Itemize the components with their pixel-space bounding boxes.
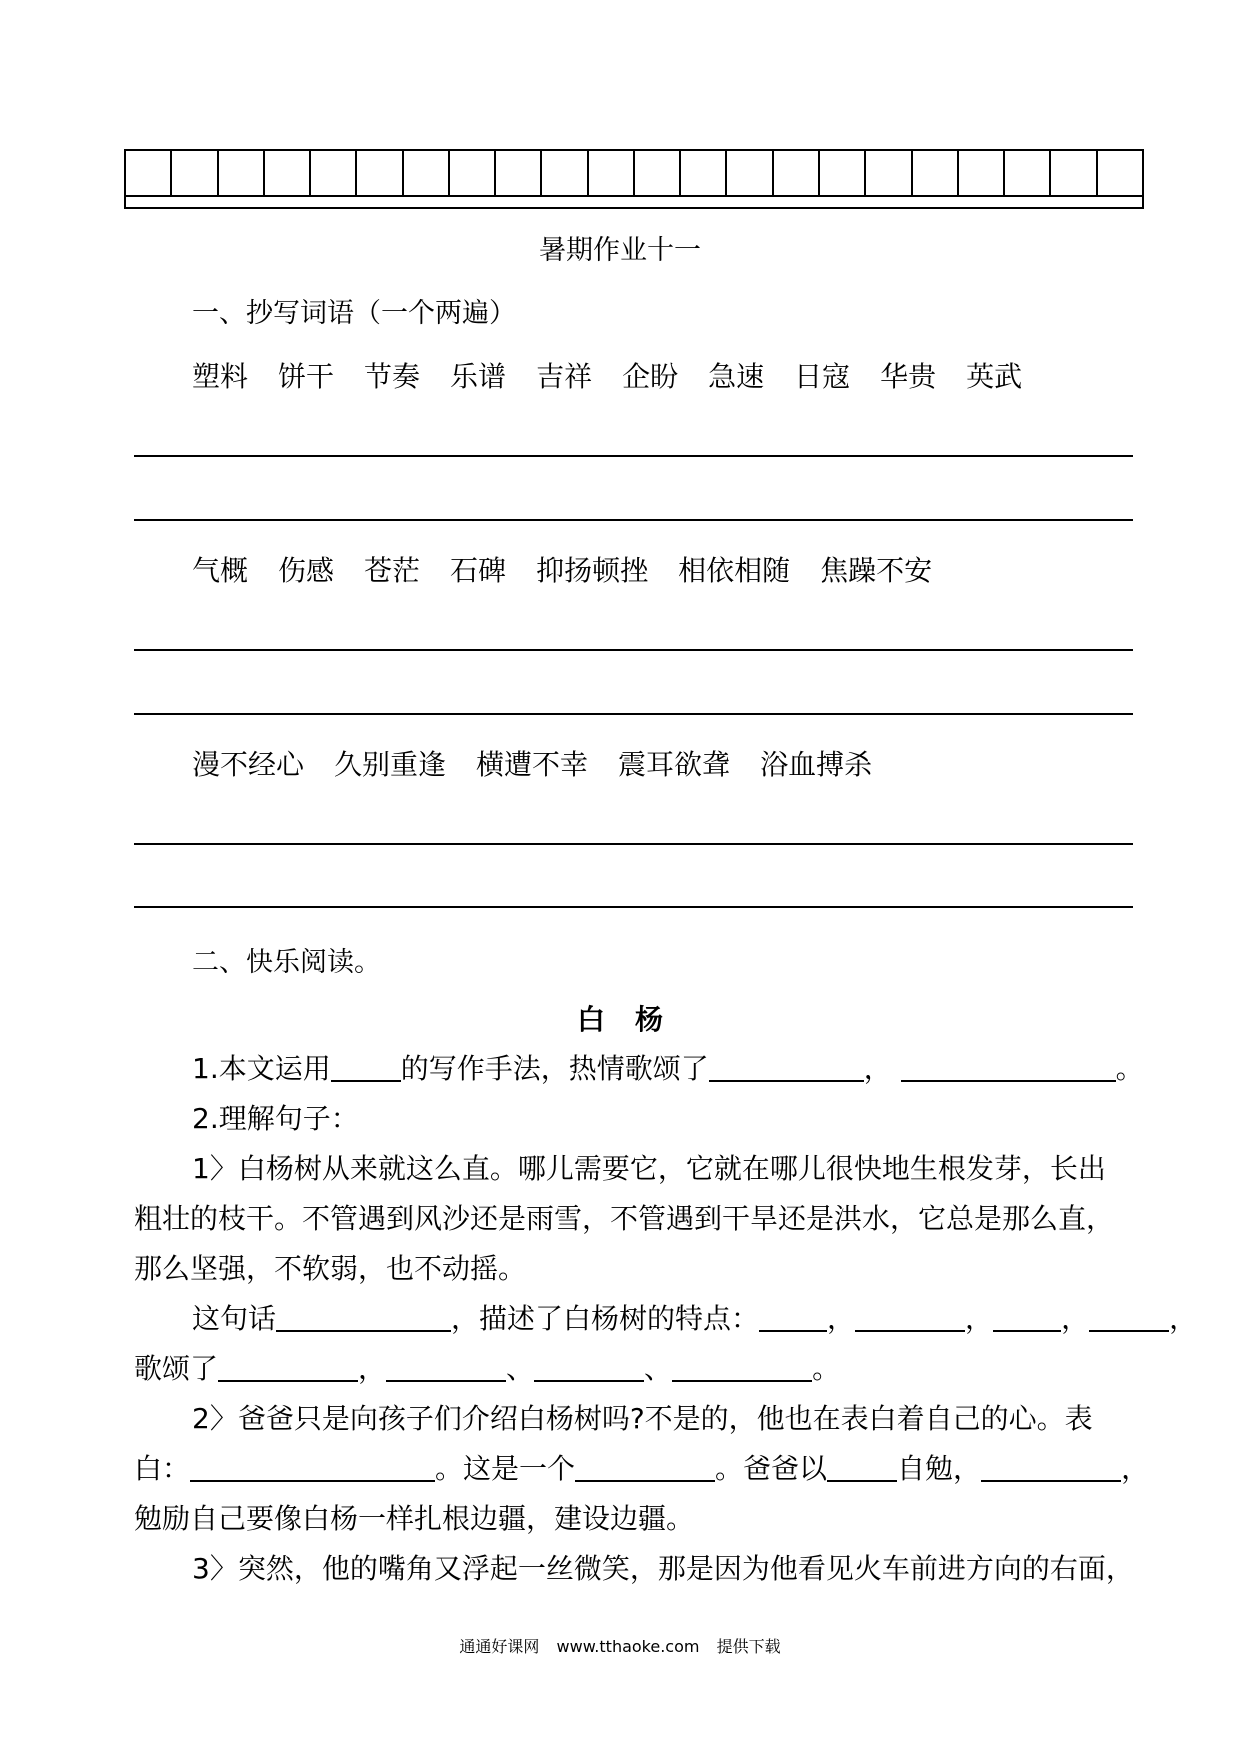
grid-cell[interactable] bbox=[820, 151, 866, 195]
q2-1-text: 这句话 bbox=[192, 1302, 277, 1335]
answer-blank[interactable] bbox=[534, 1350, 644, 1382]
word: 吉祥 bbox=[536, 360, 593, 393]
grid-cell[interactable] bbox=[357, 151, 403, 195]
q2-1-text: ， bbox=[1169, 1302, 1198, 1335]
grid-cell[interactable] bbox=[727, 151, 773, 195]
writing-line bbox=[134, 713, 1133, 715]
header-character-grid bbox=[124, 149, 1144, 209]
q2-1-line3: 那么坚强，不软弱，也不动摇。 bbox=[134, 1252, 527, 1285]
q2-2-line1: 2〉爸爸只是向孩子们介绍白杨树吗?不是的，他也在表白着自己的心。表 bbox=[192, 1402, 1093, 1435]
writing-line bbox=[134, 843, 1133, 845]
answer-blank[interactable] bbox=[709, 1050, 864, 1082]
grid-cell[interactable] bbox=[1051, 151, 1097, 195]
grid-cell[interactable] bbox=[681, 151, 727, 195]
q2-1-text: ，描述了白杨树的特点： bbox=[451, 1302, 760, 1335]
answer-blank[interactable] bbox=[331, 1050, 401, 1082]
word: 气概 bbox=[192, 554, 249, 587]
word: 焦躁不安 bbox=[820, 554, 933, 587]
word: 久别重逢 bbox=[334, 748, 447, 781]
grid-cell[interactable] bbox=[774, 151, 820, 195]
word: 震耳欲聋 bbox=[618, 748, 731, 781]
q2-2-text: 白： bbox=[134, 1452, 191, 1485]
answer-blank[interactable] bbox=[672, 1350, 812, 1382]
q2-1-line2: 粗壮的枝干。不管遇到风沙还是雨雪，不管遇到干旱还是洪水，它总是那么直， bbox=[134, 1202, 1115, 1235]
word: 塑料 bbox=[192, 360, 249, 393]
question-2-label: 2.理解句子： bbox=[192, 1102, 359, 1135]
footer-url[interactable]: www.tthaoke.com bbox=[556, 1637, 700, 1656]
grid-cell[interactable] bbox=[542, 151, 588, 195]
grid-cell[interactable] bbox=[496, 151, 542, 195]
answer-blank[interactable] bbox=[386, 1350, 506, 1382]
grid-cell[interactable] bbox=[866, 151, 912, 195]
q1-text: 的写作手法，热情歌颂了 bbox=[400, 1052, 709, 1085]
answer-blank[interactable] bbox=[575, 1450, 715, 1482]
word: 漫不经心 bbox=[192, 748, 305, 781]
answer-blank[interactable] bbox=[993, 1300, 1061, 1332]
q2-2-text: 。这是一个 bbox=[435, 1452, 576, 1485]
q2-1-text: 。 bbox=[812, 1352, 841, 1385]
word: 节奏 bbox=[364, 360, 421, 393]
q2-1-text: ， bbox=[1061, 1302, 1090, 1335]
word: 英武 bbox=[966, 360, 1023, 393]
q2-2-line3: 勉励自己要像白杨一样扎根边疆，建设边疆。 bbox=[134, 1502, 695, 1535]
answer-blank[interactable] bbox=[981, 1450, 1121, 1482]
answer-blank[interactable] bbox=[190, 1450, 435, 1482]
grid-cell[interactable] bbox=[265, 151, 311, 195]
q2-1-text: 、 bbox=[506, 1352, 535, 1385]
answer-blank[interactable] bbox=[276, 1300, 451, 1332]
word-row-1 bbox=[192, 355, 1022, 395]
word: 急速 bbox=[708, 360, 765, 393]
grid-cell[interactable] bbox=[450, 151, 496, 195]
q2-1-line1: 1〉白杨树从来就这么直。哪儿需要它，它就在哪儿很快地生根发芽，长出 bbox=[192, 1152, 1106, 1185]
answer-blank[interactable] bbox=[827, 1450, 897, 1482]
grid-cell[interactable] bbox=[311, 151, 357, 195]
passage-title: 白杨 bbox=[576, 1003, 693, 1036]
word: 华贵 bbox=[880, 360, 937, 393]
word: 相依相随 bbox=[678, 554, 791, 587]
q2-2-text: ， bbox=[1121, 1452, 1150, 1485]
section2-heading: 二、快乐阅读。 bbox=[192, 947, 381, 978]
writing-line bbox=[134, 455, 1133, 457]
grid-cell[interactable] bbox=[1005, 151, 1051, 195]
grid-cell[interactable] bbox=[126, 151, 172, 195]
answer-blank[interactable] bbox=[901, 1050, 1116, 1082]
footer-note: 提供下载 bbox=[716, 1637, 781, 1656]
grid-cell[interactable] bbox=[959, 151, 1005, 195]
q2-1-text: 、 bbox=[644, 1352, 673, 1385]
word: 日寇 bbox=[794, 360, 851, 393]
q2-1-text: ， bbox=[965, 1302, 994, 1335]
q1-text: ， bbox=[863, 1052, 892, 1085]
word: 伤感 bbox=[278, 554, 335, 587]
grid-strip bbox=[124, 197, 1144, 209]
q1-text: 1.本文运用 bbox=[192, 1052, 331, 1085]
answer-blank[interactable] bbox=[855, 1300, 965, 1332]
writing-line bbox=[134, 906, 1133, 908]
writing-line bbox=[134, 519, 1133, 521]
answer-blank[interactable] bbox=[218, 1350, 358, 1382]
word: 横遭不幸 bbox=[476, 748, 589, 781]
q2-1-fill-line1 bbox=[192, 1294, 1198, 1344]
section1-heading: 一、抄写词语（一个两遍） bbox=[192, 298, 516, 329]
q2-1-fill-line2 bbox=[134, 1344, 1134, 1394]
page-footer bbox=[0, 1634, 1240, 1657]
writing-line bbox=[134, 649, 1133, 651]
word: 企盼 bbox=[622, 360, 679, 393]
grid-cells bbox=[124, 149, 1144, 197]
word: 乐谱 bbox=[450, 360, 507, 393]
q1-text: 。 bbox=[1115, 1052, 1144, 1085]
grid-cell[interactable] bbox=[172, 151, 218, 195]
answer-blank[interactable] bbox=[759, 1300, 827, 1332]
q2-2-text: 。爸爸以 bbox=[715, 1452, 828, 1485]
footer-site: 通通好课网 bbox=[459, 1637, 540, 1656]
q2-1-text: ， bbox=[827, 1302, 856, 1335]
grid-cell[interactable] bbox=[219, 151, 265, 195]
word-row-3 bbox=[192, 743, 872, 783]
grid-cell[interactable] bbox=[1098, 151, 1142, 195]
q2-2-text: 自勉， bbox=[897, 1452, 982, 1485]
q2-1-text: 歌颂了 bbox=[134, 1352, 219, 1385]
grid-cell[interactable] bbox=[589, 151, 635, 195]
word-row-2 bbox=[192, 549, 932, 589]
page-title: 暑期作业十一 bbox=[539, 235, 701, 266]
q2-3-line1: 3〉突然，他的嘴角又浮起一丝微笑，那是因为他看见火车前进方向的右面， bbox=[192, 1552, 1134, 1585]
grid-cell[interactable] bbox=[913, 151, 959, 195]
q2-1-text: ， bbox=[358, 1352, 387, 1385]
question-1 bbox=[192, 1044, 1192, 1094]
word: 浴血搏杀 bbox=[760, 748, 873, 781]
grid-cell[interactable] bbox=[404, 151, 450, 195]
q2-2-line2 bbox=[134, 1444, 1150, 1494]
word: 苍茫 bbox=[364, 554, 421, 587]
answer-blank[interactable] bbox=[1089, 1300, 1169, 1332]
grid-cell[interactable] bbox=[635, 151, 681, 195]
word: 抑扬顿挫 bbox=[536, 554, 649, 587]
word: 饼干 bbox=[278, 360, 335, 393]
word: 石碑 bbox=[450, 554, 507, 587]
